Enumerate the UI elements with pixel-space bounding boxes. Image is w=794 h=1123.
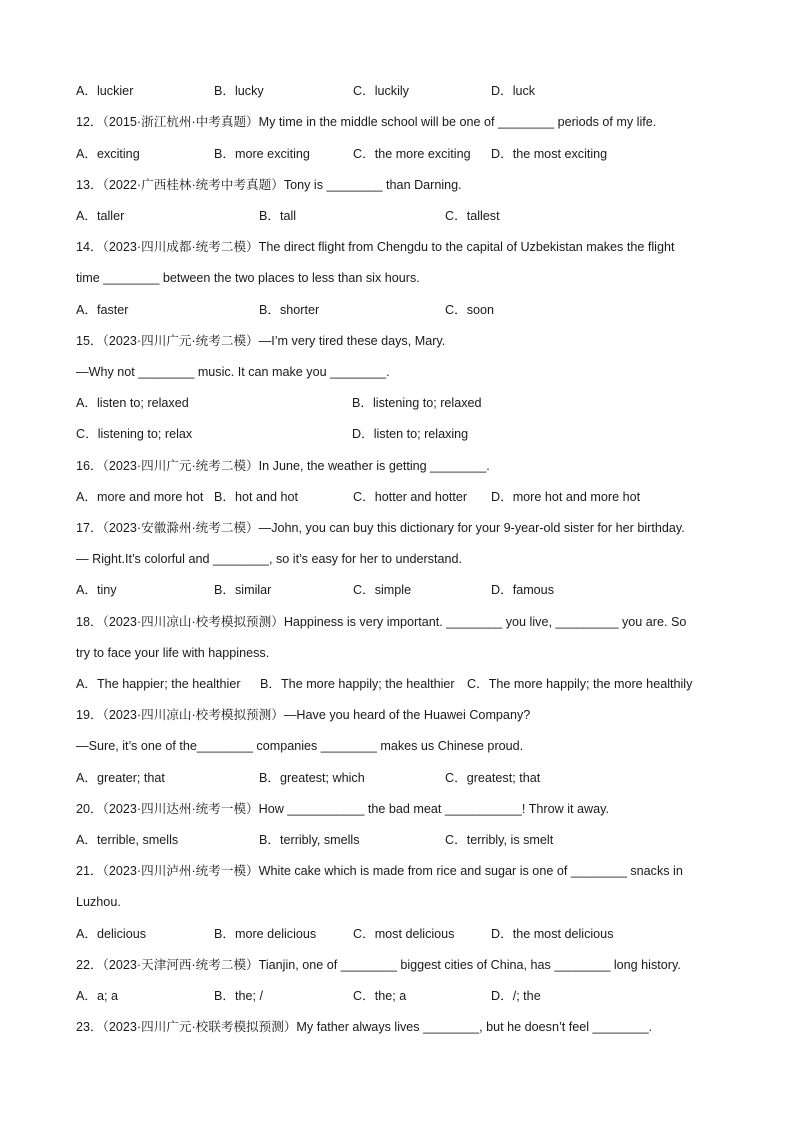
q14-option-c: C．soon: [445, 303, 494, 317]
q12-stem: 12．（2015·浙江杭州·中考真题）My time in the middle school will be one of ________ periods of my life.: [76, 115, 657, 129]
q22-option-a: A．a; a: [76, 989, 118, 1003]
q17-option-c: C．simple: [353, 583, 412, 597]
q21-stem-line2: Luzhou.: [76, 895, 121, 909]
q15-option-c: C．listening to; relax: [76, 427, 193, 441]
q12-options: [76, 144, 716, 164]
q15-stem-line1: 15．（2023·四川广元·统考二模）—I’m very tired these days, Mary.: [76, 334, 446, 348]
q18-options: [76, 674, 716, 694]
q19-option-a: A．greater; that: [76, 771, 165, 785]
q15-options-row2: [76, 424, 716, 444]
q16-option-d: D．more hot and more hot: [491, 490, 641, 504]
q12-option-a: A．exciting: [76, 147, 140, 161]
q21-options: [76, 924, 716, 944]
q19-options: [76, 768, 716, 788]
q21-option-b: B．more delicious: [214, 927, 317, 941]
q17-option-a: A．tiny: [76, 583, 117, 597]
q17-stem-line1: 17．（2023·安徽滁州·统考二模）—John, you can buy this dictionary for your 9-year-old sister for her birthday.: [76, 521, 685, 535]
q21-option-d: D．the most delicious: [491, 927, 614, 941]
q14-option-b: B．shorter: [259, 303, 320, 317]
q17-option-d: D．famous: [491, 583, 554, 597]
q22-option-c: C．the; a: [353, 989, 407, 1003]
q18-stem-line1: 18．（2023·四川凉山·校考模拟预测）Happiness is very important. ________ you live, _________ you are. So: [76, 615, 687, 629]
q19-option-c: C．greatest; that: [445, 771, 541, 785]
q16-option-a: A．more and more hot: [76, 490, 204, 504]
q22-option-b: B．the; /: [214, 989, 263, 1003]
q11-option-d: D．luck: [491, 84, 536, 98]
q18-option-b: B．The more happily; the healthier: [260, 677, 455, 691]
q17-stem-line2: — Right.It’s colorful and ________, so it’s easy for her to understand.: [76, 552, 462, 566]
q14-option-a: A．faster: [76, 303, 129, 317]
q15-options-row1: [76, 393, 716, 413]
q22-option-d: D．/; the: [491, 989, 541, 1003]
q12-option-d: D．the most exciting: [491, 147, 608, 161]
q11-option-b: B．lucky: [214, 84, 264, 98]
q15-option-b: B．listening to; relaxed: [352, 396, 482, 410]
q16-option-b: B．hot and hot: [214, 490, 299, 504]
q12-option-c: C．the more exciting: [353, 147, 471, 161]
q14-stem-line1: 14．（2023·四川成都·统考二模）The direct flight from Chengdu to the capital of Uzbekistan makes the flight: [76, 240, 675, 254]
q16-options: [76, 487, 716, 507]
q22-options: [76, 986, 716, 1006]
q15-option-d: D．listen to; relaxing: [352, 427, 469, 441]
q13-stem: 13．（2022·广西桂林·统考中考真题）Tony is ________ than Darning.: [76, 178, 462, 192]
q15-stem-line2: —Why not ________ music. It can make you ________.: [76, 365, 390, 379]
q17-option-b: B．similar: [214, 583, 272, 597]
q18-stem-line2: try to face your life with happiness.: [76, 646, 270, 660]
q13-option-b: B．tall: [259, 209, 297, 223]
q17-options: [76, 580, 716, 600]
q19-stem-line1: 19．（2023·四川凉山·校考模拟预测）—Have you heard of the Huawei Company?: [76, 708, 531, 722]
q16-option-c: C．hotter and hotter: [353, 490, 468, 504]
q11-options: [76, 81, 716, 101]
q20-option-c: C．terribly, is smelt: [445, 833, 554, 847]
q15-option-a: A．listen to; relaxed: [76, 396, 189, 410]
q13-option-c: C．tallest: [445, 209, 500, 223]
q16-stem: 16．（2023·四川广元·统考二模）In June, the weather is getting ________.: [76, 459, 490, 473]
q20-option-b: B．terribly, smells: [259, 833, 360, 847]
q13-options: [76, 206, 716, 226]
q19-stem-line2: —Sure, it’s one of the________ companies ________ makes us Chinese proud.: [76, 739, 524, 753]
q11-option-a: A．luckier: [76, 84, 134, 98]
q12-option-b: B．more exciting: [214, 147, 310, 161]
q14-options: [76, 300, 716, 320]
q22-stem: 22．（2023·天津河西·统考二模）Tianjin, one of ________ biggest cities of China, has ________ long history.: [76, 958, 681, 972]
q21-stem-line1: 21．（2023·四川泸州·统考一模）White cake which is made from rice and sugar is one of ________ snacks in: [76, 864, 683, 878]
q18-option-a: A．The happier; the healthier: [76, 677, 241, 691]
q14-stem-line2: time ________ between the two places to less than six hours.: [76, 271, 420, 285]
q11-option-c: C．luckily: [353, 84, 409, 98]
q20-option-a: A．terrible, smells: [76, 833, 179, 847]
q23-stem: 23．（2023·四川广元·校联考模拟预测）My father always lives ________, but he doesn’t feel ________.: [76, 1020, 653, 1034]
q21-option-a: A．delicious: [76, 927, 146, 941]
q13-option-a: A．taller: [76, 209, 125, 223]
q20-stem: 20．（2023·四川达州·统考一模）How ___________ the bad meat ___________! Throw it away.: [76, 802, 609, 816]
q21-option-c: C．most delicious: [353, 927, 455, 941]
q19-option-b: B．greatest; which: [259, 771, 365, 785]
q20-options: [76, 830, 716, 850]
q18-option-c: C．The more happily; the more healthily: [467, 677, 693, 691]
